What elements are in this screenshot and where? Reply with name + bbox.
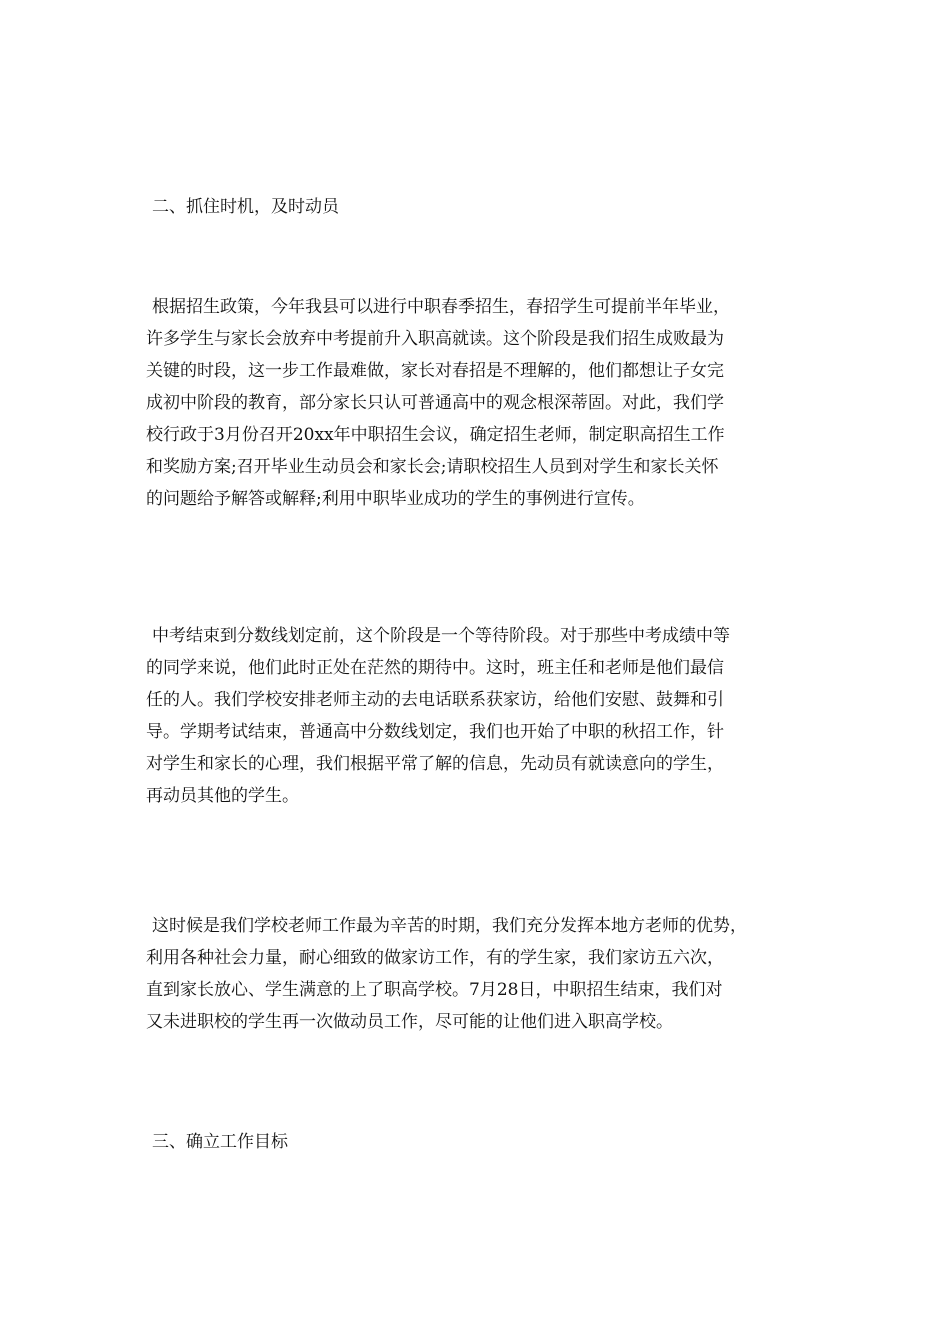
paragraph-line: 再动员其他的学生。 xyxy=(146,786,299,806)
paragraph-line: 这时候是我们学校老师工作最为辛苦的时期，我们充分发挥本地方老师的优势， xyxy=(152,916,747,936)
paragraph-line: 任的人。我们学校安排老师主动的去电话联系获家访，给他们安慰、鼓舞和引 xyxy=(146,690,724,710)
paragraph-line: 和奖励方案;召开毕业生动员会和家长会;请职校招生人员到对学生和家长关怀 xyxy=(146,457,719,477)
paragraph-line: 成初中阶段的教育，部分家长只认可普通高中的观念根深蒂固。对此，我们学 xyxy=(146,393,724,413)
paragraph-line: 的问题给予解答或解释;利用中职毕业成功的学生的事例进行宣传。 xyxy=(146,489,645,509)
paragraph-line: 的同学来说，他们此时正处在茫然的期待中。这时，班主任和老师是他们最信 xyxy=(146,658,724,678)
paragraph-line: 根据招生政策，今年我县可以进行中职春季招生，春招学生可提前半年毕业， xyxy=(152,297,730,317)
paragraph-line: 又未进职校的学生再一次做动员工作，尽可能的让他们进入职高学校。 xyxy=(146,1012,673,1032)
paragraph-3 xyxy=(146,910,826,1038)
paragraph-line: 利用各种社会力量，耐心细致的做家访工作，有的学生家，我们家访五六次， xyxy=(146,948,724,968)
paragraph-line: 校行政于3月份召开20xx年中职招生会议，确定招生老师，制定职高招生工作 xyxy=(146,425,725,445)
paragraph-1 xyxy=(146,291,826,515)
paragraph-line: 导。学期考试结束，普通高中分数线划定，我们也开始了中职的秋招工作，针 xyxy=(146,722,724,742)
paragraph-2 xyxy=(146,620,826,812)
paragraph-line: 许多学生与家长会放弃中考提前升入职高就读。这个阶段是我们招生成败最为 xyxy=(146,329,724,349)
section-heading-3: 三、确立工作目标 xyxy=(152,1132,288,1152)
paragraph-line: 直到家长放心、学生满意的上了职高学校。7月28日，中职招生结束，我们对 xyxy=(146,980,723,1000)
paragraph-line: 对学生和家长的心理，我们根据平常了解的信息，先动员有就读意向的学生， xyxy=(146,754,724,774)
paragraph-line: 中考结束到分数线划定前，这个阶段是一个等待阶段。对于那些中考成绩中等 xyxy=(152,626,730,646)
paragraph-line: 关键的时段，这一步工作最难做，家长对春招是不理解的，他们都想让子女完 xyxy=(146,361,724,381)
section-heading-2: 二、抓住时机，及时动员 xyxy=(152,197,339,217)
